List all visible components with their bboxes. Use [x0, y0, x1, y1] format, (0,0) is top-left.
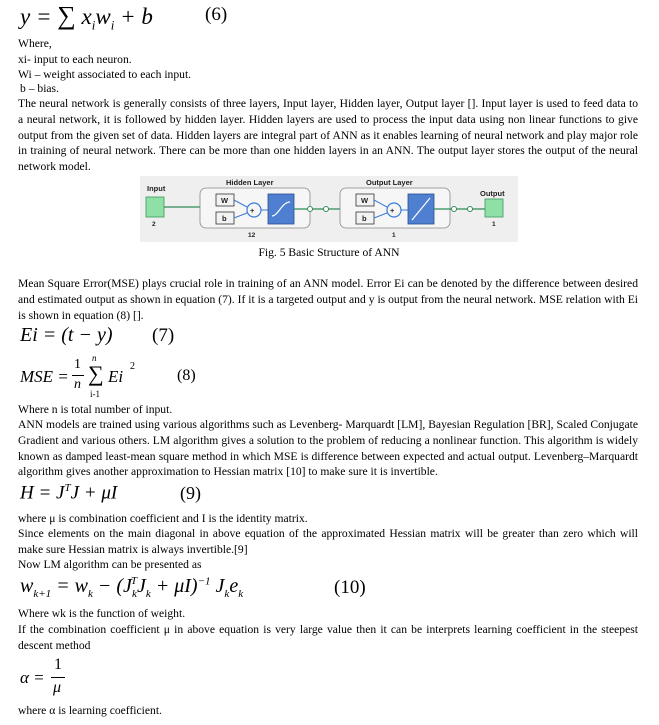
paragraph-algorithms: ANN models are trained using various algorithms such as Levenberg- Marquardt [LM], Bayesian Regulation [BR], Scaled Conjugate Gradient and various others. LM algorithm gives a solution to the problem of reducing a nonlinear function. This algorithm is widely known as damped least-mean square method in which MSE is difference between expected and actual output. Levenberg–Marquardt algorithm gives another approximation to Hessian matrix [10] to make sure it is invertible. — [18, 418, 638, 479]
svg-text:b: b — [222, 214, 227, 223]
equation-7: Ei = (t − y) — [20, 324, 113, 346]
output-label: Output — [480, 189, 505, 198]
svg-text:b: b — [362, 214, 367, 223]
paragraph-layers: The neural network is generally consists of three layers, Input layer, Hidden layer, Output layer []. Input layer is used to feed data to a neural network, it is followed by hidden layer. Hidden layers are used to process the input data using non linear functions to give output from the given set of data. Hidden layers are integral part of ANN as it enables learning of neural network and play major role in training of neural network. There can be more than one hidden layers in an ANN. The output layer stores the output of the neural network model. — [18, 97, 638, 174]
output-size: 1 — [492, 221, 496, 228]
equation-8-number: (8) — [177, 367, 196, 384]
equation-10-number: (10) — [334, 577, 366, 598]
input-size: 2 — [152, 221, 156, 228]
equation-9: $H = J^TJ + \mu I$ — [20, 482, 118, 504]
where-heading: Where, — [18, 37, 52, 50]
line-mu: where μ is combination coefficient and I is the identity matrix. — [18, 512, 308, 525]
input-label: Input — [147, 184, 166, 193]
ann-diagram — [140, 176, 518, 242]
input-node — [146, 197, 164, 217]
line-n: Where n is total number of input. — [18, 403, 173, 416]
equation-10: $w_{k+1} = w_k - (J_k^TJ_k + \mu I)^{-1}$ $J_ke_k$ — [20, 575, 244, 600]
line-wk: Where wk is the function of weight. — [18, 607, 186, 620]
equation-6-number: (6) — [205, 4, 228, 25]
ann-structure-figure — [140, 176, 518, 242]
output-layer-label: Output Layer — [366, 178, 413, 187]
hidden-layer-label: Hidden Layer — [226, 178, 274, 187]
equation-7-number: (7) — [152, 325, 175, 346]
equation-9-number: (9) — [180, 483, 201, 503]
output-layer-size: 1 — [392, 232, 396, 239]
line-lm: Now LM algorithm can be presented as — [18, 558, 202, 571]
equation-alpha: α = 1 μ — [20, 656, 100, 702]
equation-8: MSE = 1 n n ∑ i-1 Ei 2 — [20, 353, 135, 399]
def-b: b – bias. — [20, 82, 59, 95]
paragraph-invertible: Since elements on the main diagonal in above equation of the approximated Hessian matrix will be greater than zero which will make sure Hessian matrix is always invertible.[9] — [18, 527, 638, 556]
paragraph-steepest: If the combination coefficient μ in above equation is very large value then it can be interprets learning coefficient in the steepest descent method — [18, 623, 638, 652]
figure-caption: Fig. 5 Basic Structure of ANN — [258, 246, 400, 259]
equation-6: y = ∑ $x_iw_i + b$ — [20, 1, 153, 33]
hidden-size: 12 — [248, 232, 256, 239]
paragraph-mse: Mean Square Error(MSE) plays crucial role in training of an ANN model. Error Ei can be denoted by the difference between desired and estimated output as shown in equation (7). If it is a targeted output and y is output from the neural network. MSE relation with Ei is shown in equation (8) []. — [18, 277, 638, 322]
def-xi: xi- input to each neuron. — [18, 53, 132, 66]
line-alpha: where α is learning coefficient. — [18, 704, 162, 717]
def-wi: Wi – weight associated to each input. — [18, 68, 192, 81]
svg-text:+: + — [390, 206, 395, 215]
svg-text:W: W — [221, 196, 229, 205]
svg-text:W: W — [361, 196, 369, 205]
output-node — [485, 199, 503, 217]
svg-text:+: + — [250, 206, 255, 215]
